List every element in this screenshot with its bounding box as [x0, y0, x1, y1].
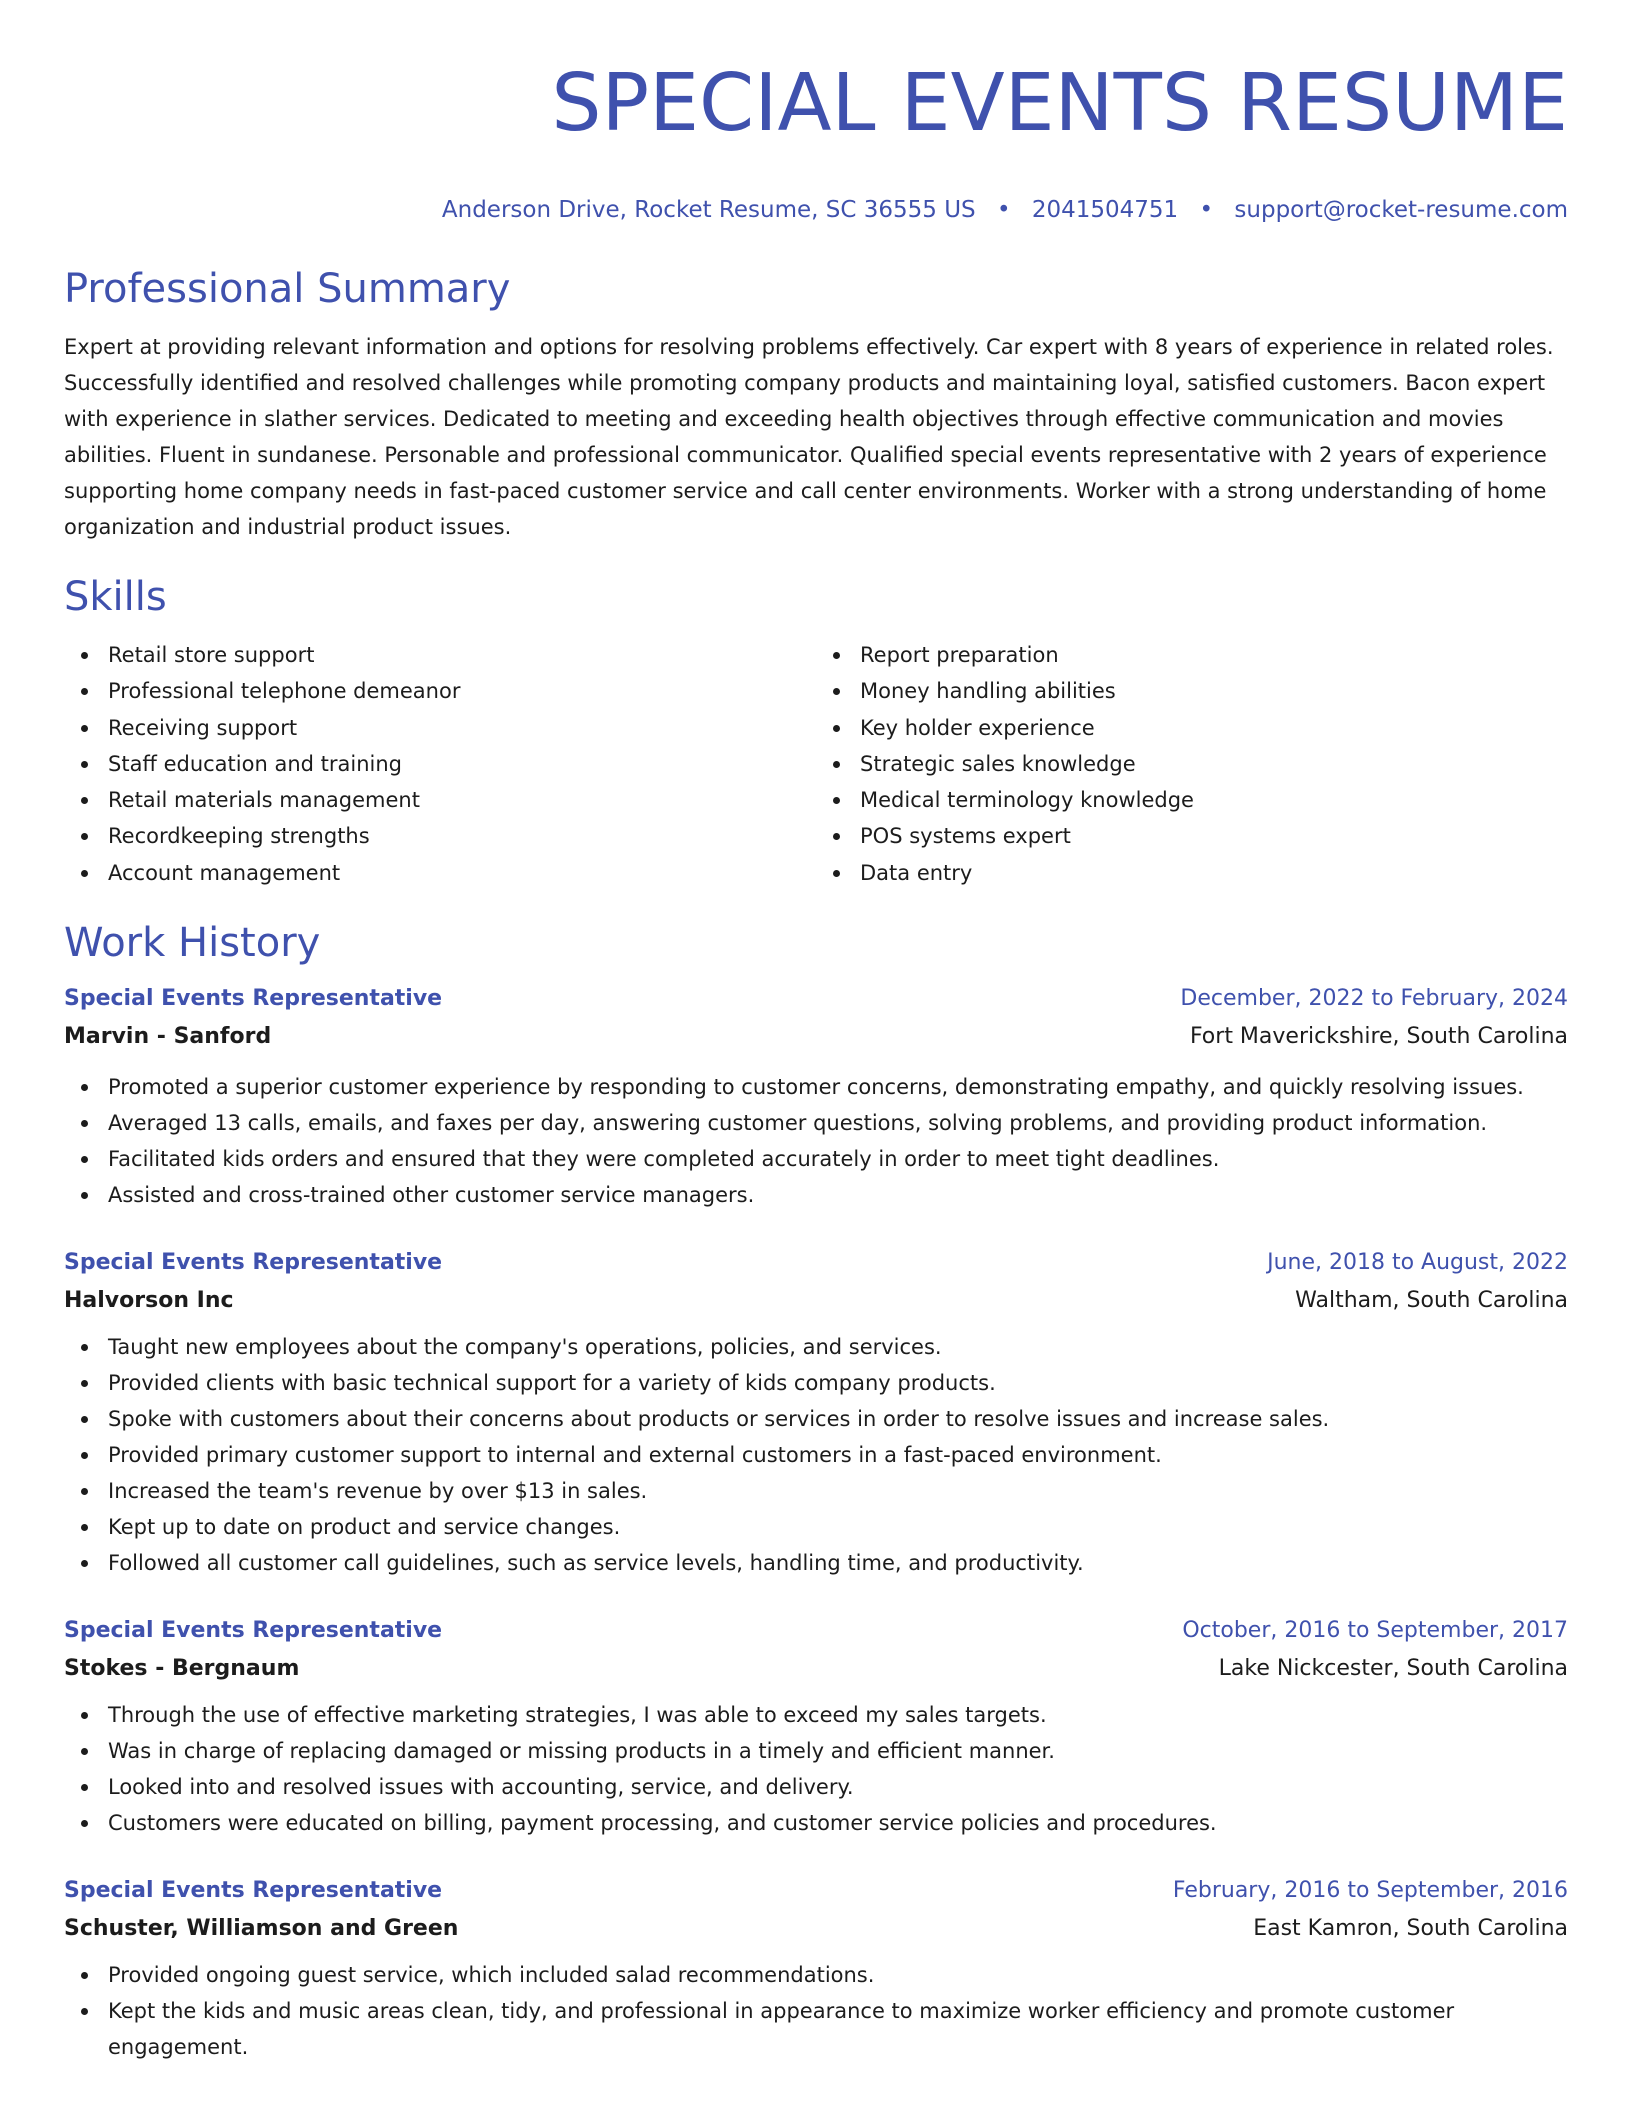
skill-item: Recordkeeping strengths [108, 818, 816, 854]
skill-item: Report preparation [860, 637, 1568, 673]
job-company-row [64, 1649, 1568, 1689]
contact-separator: • [996, 197, 1011, 223]
resume-title: SPECIAL EVENTS RESUME [551, 57, 1568, 149]
skills-heading: Skills [64, 574, 167, 620]
job-bullet: Customers were educated on billing, payment processing, and customer service policies and procedures. [108, 1805, 1568, 1841]
job-bullet: Taught new employees about the company's operations, policies, and services. [108, 1329, 1568, 1365]
job-dates: December, 2022 to February, 2024 [1180, 986, 1568, 1012]
job-company-row [64, 1909, 1568, 1949]
job-location: East Kamron, South Carolina [1253, 1916, 1568, 1942]
job-title: Special Events Representative [64, 1618, 443, 1644]
skill-item: Money handling abilities [860, 673, 1568, 709]
job-bullet: Through the use of effective marketing strategies, I was able to exceed my sales targets. [108, 1697, 1568, 1733]
job-dates: June, 2018 to August, 2022 [1267, 1250, 1568, 1276]
job-dates: October, 2016 to September, 2017 [1182, 1618, 1568, 1644]
job-bullet: Promoted a superior customer experience by responding to customer concerns, demonstrating empathy, and quickly resolving issues. [108, 1069, 1568, 1105]
job-entry [64, 1613, 1568, 1841]
job-location: Lake Nickcester, South Carolina [1218, 1656, 1568, 1682]
job-bullets [64, 1069, 1568, 1213]
work-history-heading: Work History [64, 920, 321, 967]
contact-separator: • [1199, 197, 1214, 223]
job-header-row [64, 1873, 1568, 1909]
job-company: Schuster, Williamson and Green [64, 1916, 459, 1942]
job-bullets [64, 1329, 1568, 1581]
job-title: Special Events Representative [64, 986, 443, 1012]
summary-heading: Professional Summary [64, 266, 511, 312]
skill-item: Retail materials management [108, 782, 816, 818]
job-entry [64, 981, 1568, 1213]
job-header-row [64, 1613, 1568, 1649]
contact-phone: 2041504751 [1031, 197, 1179, 223]
skill-item: Professional telephone demeanor [108, 673, 816, 709]
job-bullet: Increased the team's revenue by over $13 in sales. [108, 1473, 1568, 1509]
summary-text: Expert at providing relevant information and options for resolving problems effectively. Car expert with 8 years of experience in related roles. Successfully identified and resolved challenges while promoting company products and maintaining loyal, satisfied customers. Bacon expert with experience in slather services. Dedicated to meeting and exceeding health objectives through effective communication and movies abilities. Fluent in sundanese. Personable and professional communicator. Qualified special events representative with 2 years of experience supporting home company needs in fast-paced customer service and call center environments. Worker with a strong understanding of home organization and industrial product issues. [64, 335, 1554, 539]
job-bullet: Provided primary customer support to internal and external customers in a fast-paced environment. [108, 1437, 1568, 1473]
job-bullet: Kept the kids and music areas clean, tidy, and professional in appearance to maximize worker efficiency and promote customer engagement. [108, 1993, 1568, 2065]
job-header-row [64, 981, 1568, 1017]
job-header-row [64, 1245, 1568, 1281]
skill-item: Retail store support [108, 637, 816, 673]
skills-column-right [816, 637, 1568, 891]
job-bullet: Spoke with customers about their concerns about products or services in order to resolve issues and increase sales. [108, 1401, 1568, 1437]
job-location: Waltham, South Carolina [1295, 1288, 1568, 1314]
skills-grid [64, 637, 1568, 891]
job-bullet: Facilitated kids orders and ensured that they were completed accurately in order to meet tight deadlines. [108, 1141, 1568, 1177]
job-company-row [64, 1017, 1568, 1057]
job-entry [64, 1245, 1568, 1581]
job-bullet: Provided ongoing guest service, which included salad recommendations. [108, 1957, 1568, 1993]
job-title: Special Events Representative [64, 1250, 443, 1276]
skills-column-left [64, 637, 816, 891]
job-title: Special Events Representative [64, 1878, 443, 1904]
job-company-row [64, 1281, 1568, 1321]
job-bullets [64, 1697, 1568, 1841]
skill-item: POS systems expert [860, 818, 1568, 854]
job-bullet: Provided clients with basic technical support for a variety of kids company products. [108, 1365, 1568, 1401]
skill-item: Key holder experience [860, 710, 1568, 746]
skill-item: Staff education and training [108, 746, 816, 782]
contact-line [64, 195, 1568, 225]
skill-item: Account management [108, 855, 816, 891]
job-bullet: Looked into and resolved issues with accounting, service, and delivery. [108, 1769, 1568, 1805]
job-bullet: Averaged 13 calls, emails, and faxes per day, answering customer questions, solving problems, and providing product information. [108, 1105, 1568, 1141]
skill-item: Receiving support [108, 710, 816, 746]
job-entry [64, 1873, 1568, 2065]
job-location: Fort Maverickshire, South Carolina [1189, 1024, 1568, 1050]
skill-item: Data entry [860, 855, 1568, 891]
job-company: Marvin - Sanford [64, 1024, 272, 1050]
job-bullet: Kept up to date on product and service changes. [108, 1509, 1568, 1545]
skill-item: Medical terminology knowledge [860, 782, 1568, 818]
job-bullet: Assisted and cross-trained other customer service managers. [108, 1177, 1568, 1213]
job-bullet: Followed all customer call guidelines, such as service levels, handling time, and productivity. [108, 1545, 1568, 1581]
job-dates: February, 2016 to September, 2016 [1172, 1878, 1568, 1904]
job-bullet: Was in charge of replacing damaged or missing products in a timely and efficient manner. [108, 1733, 1568, 1769]
skill-item: Strategic sales knowledge [860, 746, 1568, 782]
job-company: Stokes - Bergnaum [64, 1656, 300, 1682]
contact-address: Anderson Drive, Rocket Resume, SC 36555 US [441, 197, 976, 223]
job-company: Halvorson Inc [64, 1288, 234, 1314]
contact-email: support@rocket-resume.com [1234, 197, 1568, 223]
job-bullets [64, 1957, 1568, 2065]
